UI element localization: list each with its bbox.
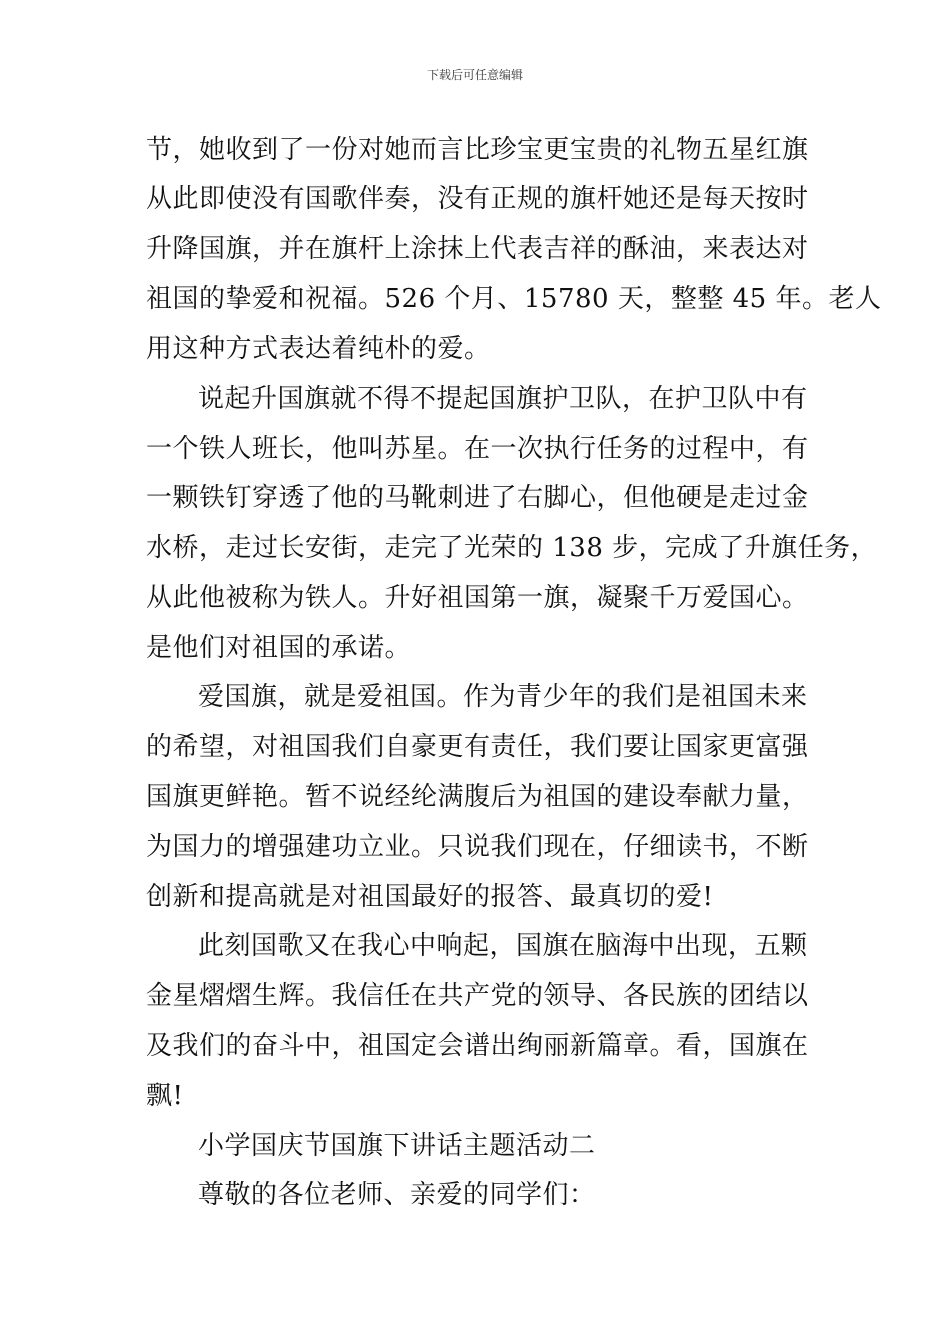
text-line: 金星熠熠生辉。我信任在共产党的领导、各民族的团结以 <box>146 981 809 1011</box>
salutation: 尊敬的各位老师、亲爱的同学们： <box>198 1180 596 1210</box>
section-title: 小学国庆节国旗下讲话主题活动二 <box>198 1131 596 1161</box>
text-line: 从此他被称为铁人。升好祖国第一旗，凝聚千万爱国心。 <box>146 583 809 613</box>
text-line: 的希望，对祖国我们自豪更有责任，我们要让国家更富强 <box>146 732 809 762</box>
text-line: 及我们的奋斗中，祖国定会谱出绚丽新篇章。看，国旗在 <box>146 1031 809 1061</box>
text-line: 节，她收到了一份对她而言比珍宝更宝贵的礼物五星红旗 <box>146 135 809 165</box>
text-line: 从此即使没有国歌伴奏，没有正规的旗杆她还是每天按时 <box>146 184 809 214</box>
text-line: 国旗更鲜艳。暂不说经纶满腹后为祖国的建设奉献力量， <box>146 782 809 812</box>
text-line: 升降国旗，并在旗杆上涂抹上代表吉祥的酥油，来表达对 <box>146 234 809 264</box>
page-header: 下载后可任意编辑 <box>426 68 523 82</box>
text-line: 创新和提高就是对祖国最好的报答、最真切的爱! <box>146 882 714 912</box>
text-line: 一颗铁钉穿透了他的马靴刺进了右脚心，但他硬是走过金 <box>146 483 809 513</box>
paragraph-start: 说起升国旗就不得不提起国旗护卫队，在护卫队中有 <box>198 384 808 414</box>
text-line: 飘! <box>146 1081 184 1111</box>
text-line: 一个铁人班长，他叫苏星。在一次执行任务的过程中，有 <box>146 434 809 464</box>
paragraph-start: 爱国旗，就是爱祖国。作为青少年的我们是祖国未来 <box>198 682 808 712</box>
text-line: 是他们对祖国的承诺。 <box>146 633 412 663</box>
text-line: 为国力的增强建功立业。只说我们现在，仔细读书，不断 <box>146 832 809 862</box>
text-line: 祖国的挚爱和祝福。526 个月、15780 天，整整 45 年。老人 <box>146 284 882 314</box>
text-line: 水桥，走过长安街，走完了光荣的 138 步，完成了升旗任务， <box>146 533 878 563</box>
text-line: 用这种方式表达着纯朴的爱。 <box>146 334 491 364</box>
paragraph-start: 此刻国歌又在我心中响起，国旗在脑海中出现，五颗 <box>198 931 808 961</box>
